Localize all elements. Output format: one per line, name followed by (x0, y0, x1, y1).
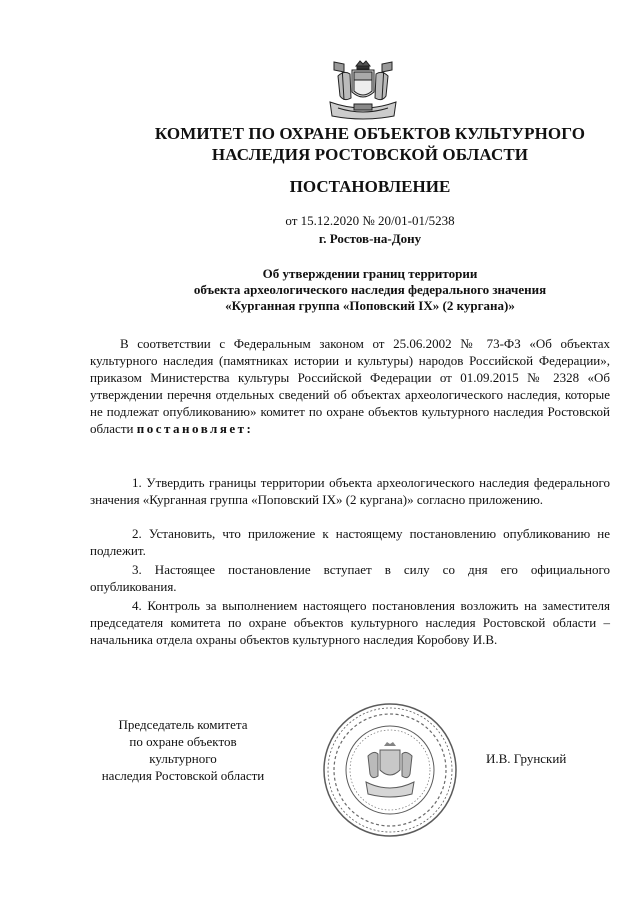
subject-line2: объекта археологического наследия федерального значения (193, 282, 547, 297)
item-4: 4. Контроль за выполнением настоящего постановления возложить на заместителя председателя комитета по охране объектов культурного наследия Ростовской области – начальника отдела охраны объектов культурного наследия Коробову И.В. (90, 598, 610, 647)
signatory-name: И.В. Грунский (486, 751, 567, 766)
item-1: 1. Утвердить границы территории объекта археологического наследия федерального значения «Курганная группа «Поповский IX» (2 кургана)» согласно приложению. (90, 475, 610, 507)
signatory-title (98, 716, 268, 784)
official-seal-icon (320, 700, 460, 840)
coat-of-arms-icon (318, 58, 408, 122)
preamble-paragraph (90, 335, 610, 437)
item-3: 3. Настоящее постановление вступает в силу со дня его официального опубликования. (90, 562, 610, 594)
document-date-number: от 15.12.2020 № 20/01-01/5238 (285, 213, 455, 228)
resolves-word: постановляет: (136, 421, 254, 436)
preamble-text: В соответствии с Федеральным законом от 25.06.2002 № 73-ФЗ «Об объектах культурного наследия (памятниках истории и культуры) народов Российской Федерации», приказом Министерства культуры Российской Федерации от 01.09.2015 № 2328 «Об утверждении перечня отдельных сведений об объектах археологического наследия, которые не подлежат опубликованию» комитет по охране объектов культурного наследия Ростовской области (90, 336, 610, 436)
organization-name-line2: НАСЛЕДИЯ РОСТОВСКОЙ ОБЛАСТИ (211, 145, 529, 164)
document-subject (90, 266, 640, 314)
item-2: 2. Установить, что приложение к настоящему постановлению опубликованию не подлежит. (90, 526, 610, 558)
subject-line1: Об утверждении границ территории (262, 266, 478, 281)
signatory-title-line3: наследия Ростовской области (101, 768, 265, 783)
organization-name-line1: КОМИТЕТ ПО ОХРАНЕ ОБЪЕКТОВ КУЛЬТУРНОГО (154, 124, 586, 143)
document-city: г. Ростов-на-Дону (318, 231, 422, 246)
organization-name (90, 123, 640, 165)
subject-line3: «Курганная группа «Поповский IX» (2 кургана)» (225, 298, 515, 313)
signatory-title-line1: Председатель комитета (118, 717, 248, 732)
signatory-title-line2: по охране объектов культурного (129, 734, 237, 766)
document-type: ПОСТАНОВЛЕНИЕ (289, 177, 451, 196)
